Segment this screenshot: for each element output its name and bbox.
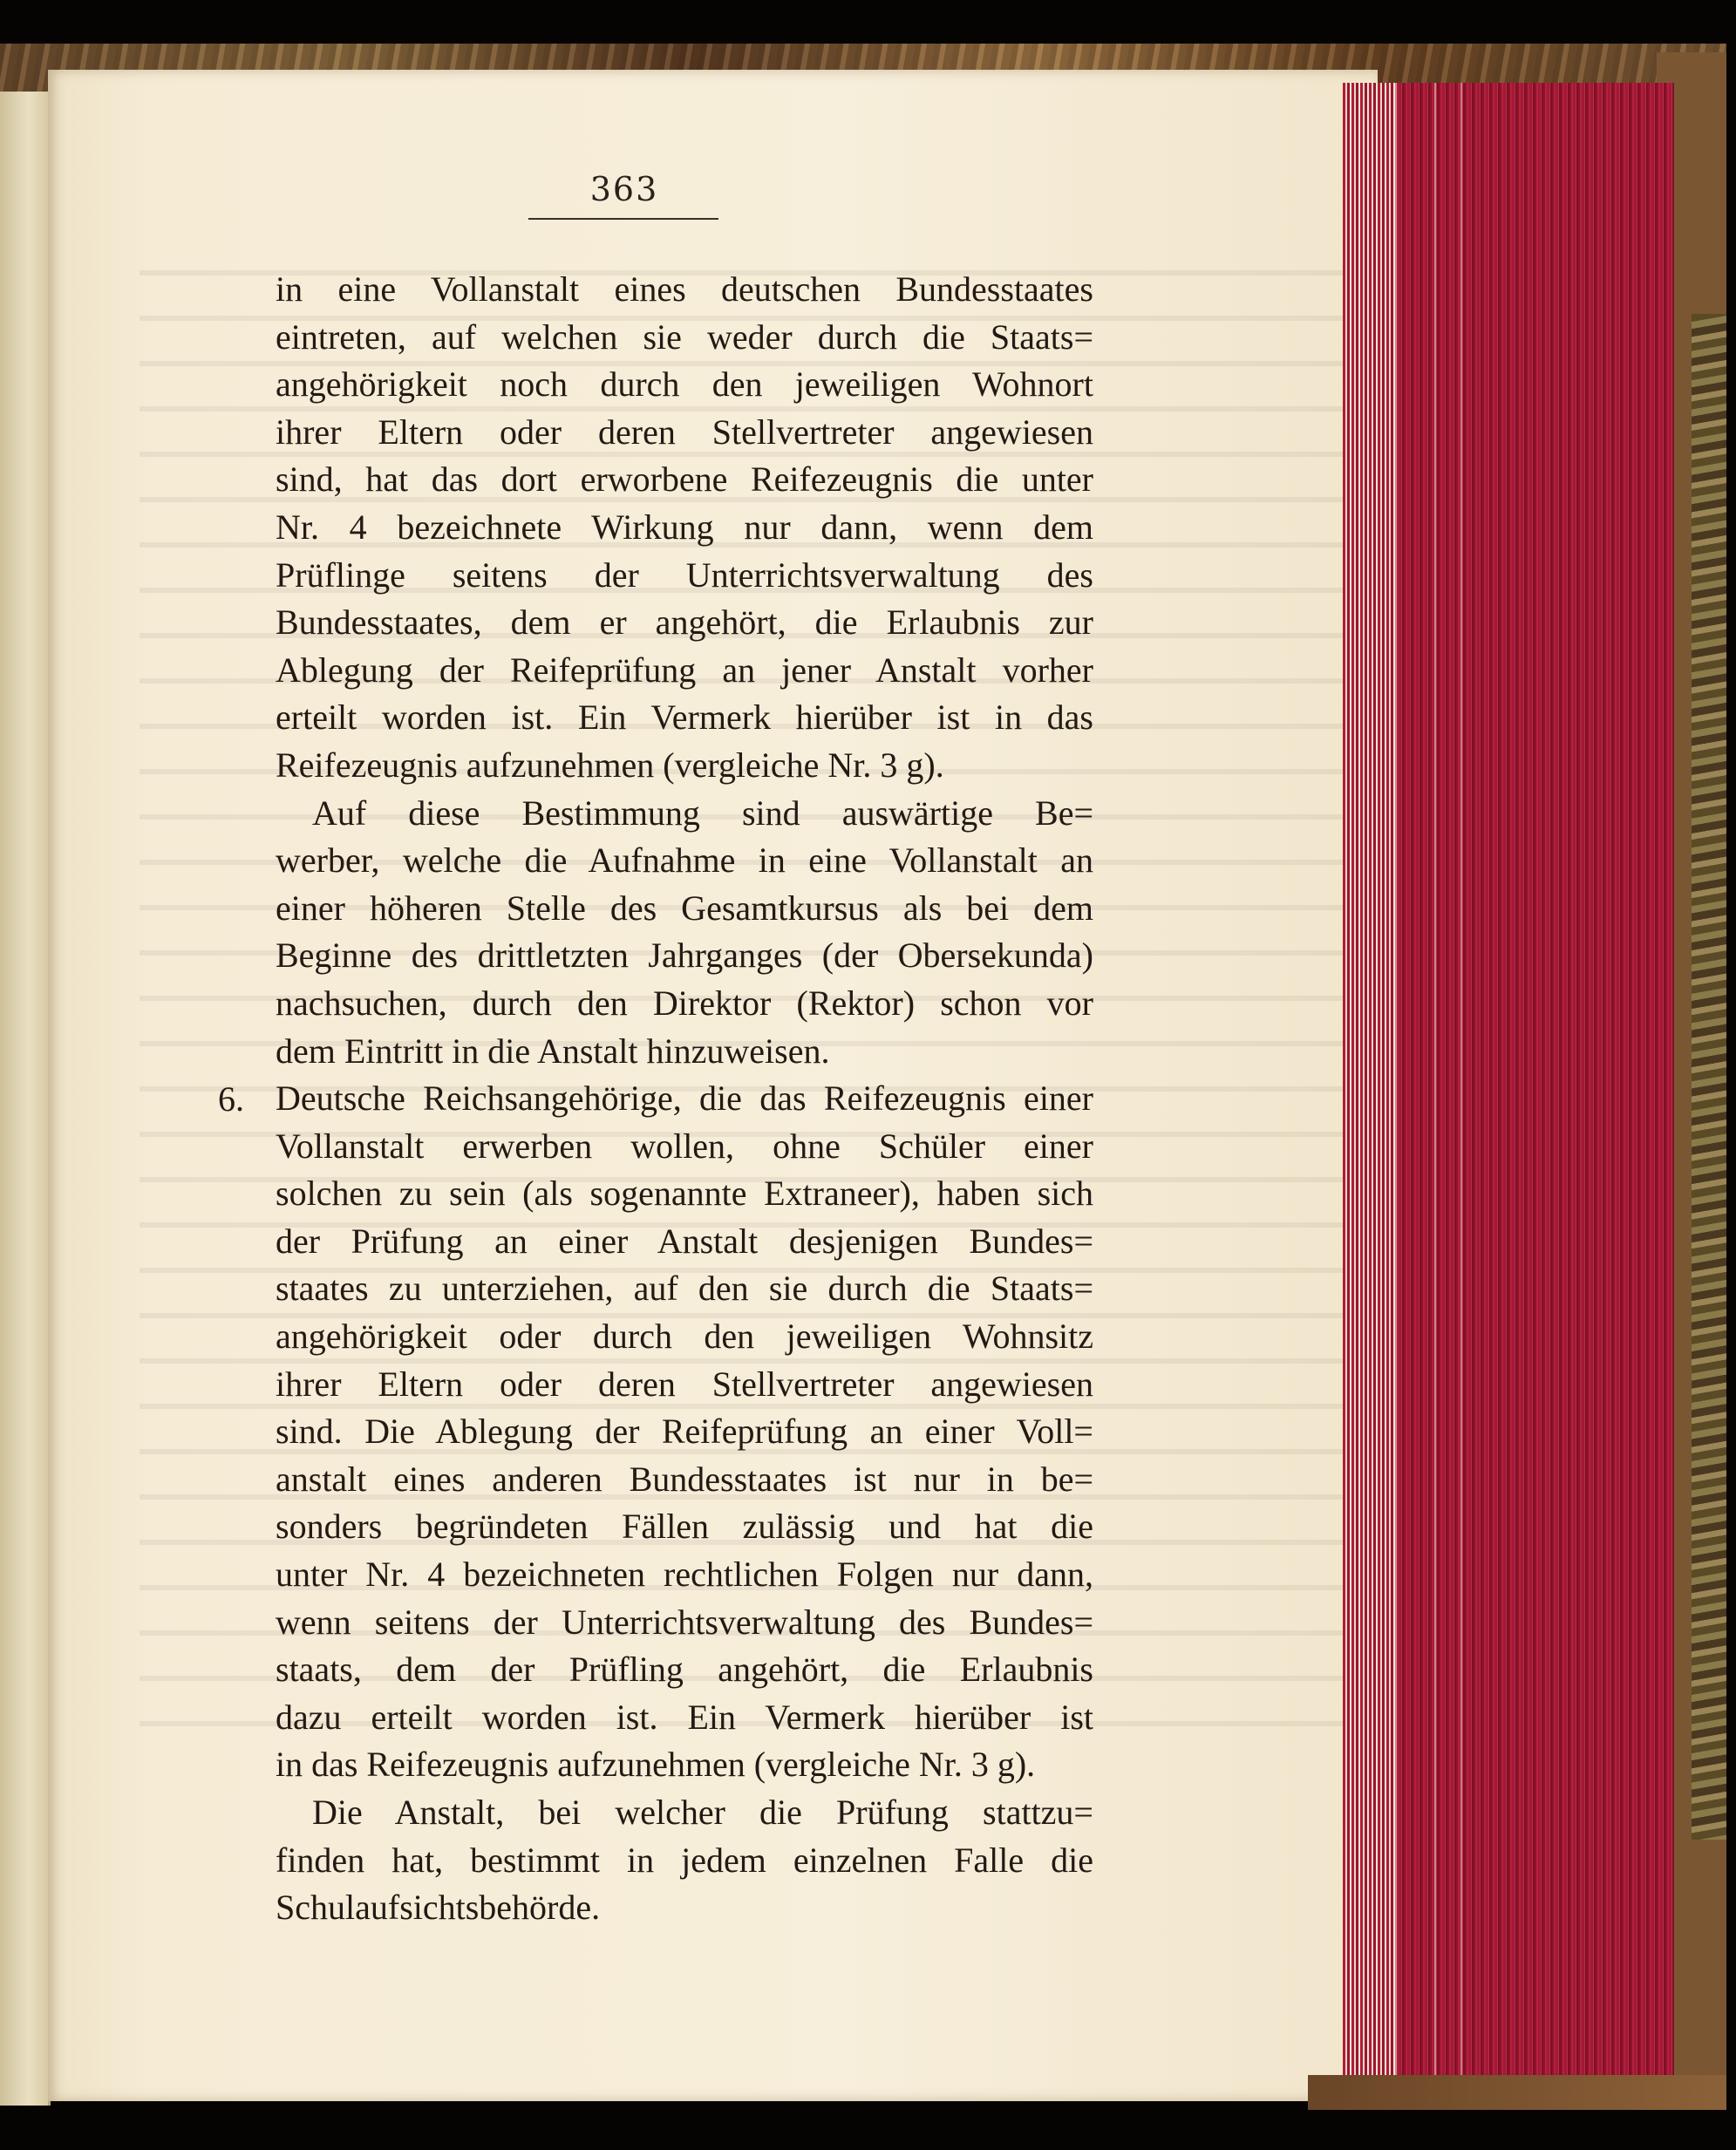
text-line: angehörigkeit oder durch den jeweiligen Wohnsitz: [276, 1317, 1093, 1357]
facing-page-edge: [0, 92, 51, 2106]
text-line: staats, dem der Prüfling angehört, die Erlaubnis: [276, 1650, 1093, 1690]
body-text: [276, 266, 1093, 1932]
text-line: anstalt eines anderen Bundesstaates ist nur in be=: [276, 1459, 1093, 1499]
text-line: Vollanstalt erwerben wollen, ohne Schüler einer: [276, 1126, 1093, 1166]
text-line: Die Anstalt, bei welcher die Prüfung stattzu=: [312, 1793, 1093, 1832]
text-line: Beginne des drittletzten Jahrganges (der Obersekunda): [276, 936, 1093, 976]
text-line: unter Nr. 4 bezeichneten rechtlichen Folgen nur dann,: [276, 1555, 1093, 1595]
text-line: in eine Vollanstalt eines deutschen Bundesstaates: [276, 269, 1093, 309]
text-line: sind, hat das dort erworbene Reifezeugnis die unter: [276, 459, 1093, 500]
book-cover-bottom: [1308, 2075, 1726, 2110]
text-line: Deutsche Reichsangehörige, die das Reifezeugnis einer: [276, 1078, 1093, 1119]
text-line: sind. Die Ablegung der Reifeprüfung an einer Voll=: [276, 1412, 1093, 1452]
text-line: sonders begründeten Fällen zulässig und hat die: [276, 1507, 1093, 1547]
text-line: Schulaufsichtsbehörde.: [276, 1888, 601, 1928]
page-fore-edge: [1343, 83, 1395, 2106]
text-line: ihrer Eltern oder deren Stellvertreter angewiesen: [276, 1364, 1093, 1404]
text-line: finden hat, bestimmt in jedem einzelnen Falle die: [276, 1840, 1093, 1880]
text-line: werber, welche die Aufnahme in eine Vollanstalt an: [276, 840, 1093, 881]
text-line: staates zu unterziehen, auf den sie durch die Staats=: [276, 1269, 1093, 1309]
text-line: Auf diese Bestimmung sind auswärtige Be=: [312, 793, 1093, 833]
text-line: Nr. 4 bezeichnete Wirkung nur dann, wenn dem: [276, 507, 1093, 547]
text-line: Ablegung der Reifeprüfung an jener Anstalt vorher: [276, 650, 1093, 690]
text-line: ihrer Eltern oder deren Stellvertreter angewiesen: [276, 412, 1093, 452]
text-line: eintreten, auf welchen sie weder durch die Staats=: [276, 316, 1093, 357]
text-line: einer höheren Stelle des Gesamtkursus als bei dem: [276, 888, 1093, 928]
text-line: Reifezeugnis aufzunehmen (vergleiche Nr. 3 g).: [276, 745, 944, 785]
text-line: Bundesstaates, dem er angehört, die Erlaubnis zur: [276, 602, 1093, 643]
text-line: in das Reifezeugnis aufzunehmen (vergleiche Nr. 3 g).: [276, 1745, 1036, 1785]
text-line: nachsuchen, durch den Direktor (Rektor) schon vor: [276, 983, 1093, 1023]
text-line: der Prüfung an einer Anstalt desjenigen Bundes=: [276, 1221, 1093, 1261]
header-rule: [528, 218, 718, 220]
list-number: 6.: [218, 1079, 244, 1119]
text-line: dem Eintritt in die Anstalt hinzuweisen.: [276, 1031, 830, 1071]
text-line: angehörigkeit noch durch den jeweiligen Wohnort: [276, 364, 1093, 405]
text-line: dazu erteilt worden ist. Ein Vermerk hierüber ist: [276, 1697, 1093, 1737]
text-line: erteilt worden ist. Ein Vermerk hierüber ist in das: [276, 697, 1093, 738]
text-line: solchen zu sein (als sogenannte Extraneer), haben sich: [276, 1174, 1093, 1214]
red-page-block: [1395, 83, 1674, 2106]
page-number: 363: [589, 170, 659, 208]
text-line: Prüflinge seitens der Unterrichtsverwaltung des: [276, 555, 1093, 595]
text-line: wenn seitens der Unterrichtsverwaltung des Bundes=: [276, 1602, 1093, 1642]
